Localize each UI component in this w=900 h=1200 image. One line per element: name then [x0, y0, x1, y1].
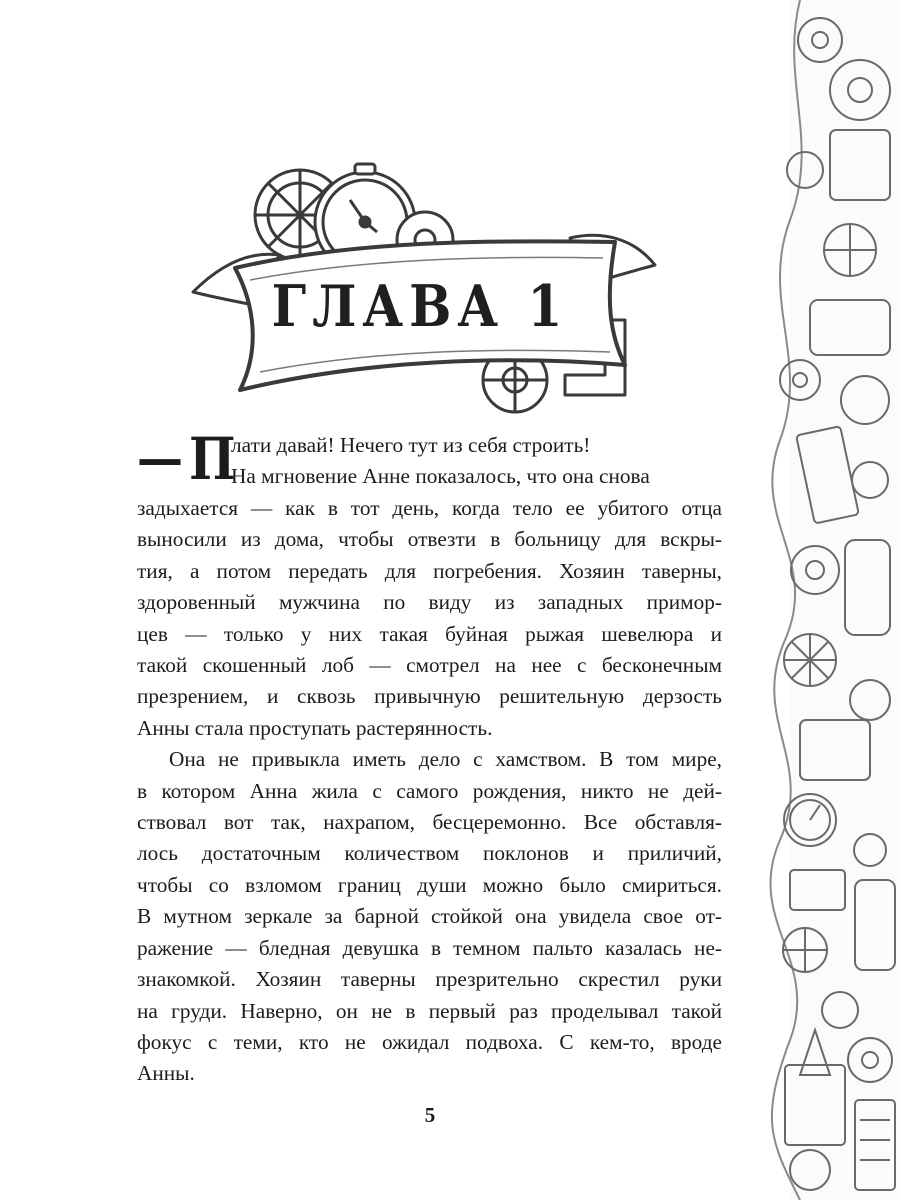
text-line: фокус с теми, кто не ожидал подвоха. С кем-то, вроде: [137, 1029, 722, 1054]
text-line: ствовал вот так, нахрапом, бесцеремонно. Все обставля-: [137, 810, 722, 835]
dialogue-dash: —: [137, 432, 181, 486]
text-line: знакомкой. Хозяин таверны презрительно скрестил руки: [137, 967, 722, 992]
text-line: чтобы со взломом границ души можно было смириться.: [137, 872, 722, 897]
text-line: На мгновение Анне показалось, что она снова: [231, 464, 650, 489]
text-line: презрением, и сквозь привычную решительную дерзость: [137, 684, 722, 709]
chapter-title: ГЛАВА 1: [271, 272, 569, 340]
page-number: 5: [424, 1103, 436, 1127]
text-line: здоровенный мужчина по виду из западных примор-: [137, 590, 722, 615]
text-line: задыхается — как в тот день, когда тело ее убитого отца: [137, 496, 722, 520]
text-line: такой скошенный лоб — смотрел на нее с бесконечным: [137, 653, 722, 678]
opening-line: [137, 425, 722, 493]
text-line: выносили из дома, чтобы отвезти в больницу для вскры-: [137, 527, 722, 552]
text-line: ражение — бледная девушка в темном пальто казалась не-: [137, 935, 722, 960]
text-line: в котором Анна жила с самого рождения, никто не дей-: [137, 778, 722, 803]
steampunk-border-illustration: [760, 0, 900, 1200]
text-line: Она не привыкла иметь дело с хамством. В том мире,: [169, 747, 722, 772]
text-line: Анны стала проступать растерянность.: [137, 715, 493, 740]
chapter-body-text: [137, 425, 722, 1090]
text-line: тия, а потом передать для погребения. Хозяин таверны,: [137, 558, 722, 583]
text-line: лати давай! Нечего тут из себя строить!: [231, 433, 591, 457]
text-line: на груди. Наверно, он не в первый раз проделывал такой: [137, 998, 722, 1023]
text-line: лось достаточным количеством поклонов и приличий,: [137, 841, 722, 866]
text-line: В мутном зеркале за барной стойкой она увидела свое от-: [137, 904, 722, 929]
text-line: цев — только у них такая буйная рыжая шевелюра и: [137, 621, 722, 646]
drop-cap: П: [189, 425, 236, 493]
text-line: Анны.: [137, 1061, 195, 1086]
